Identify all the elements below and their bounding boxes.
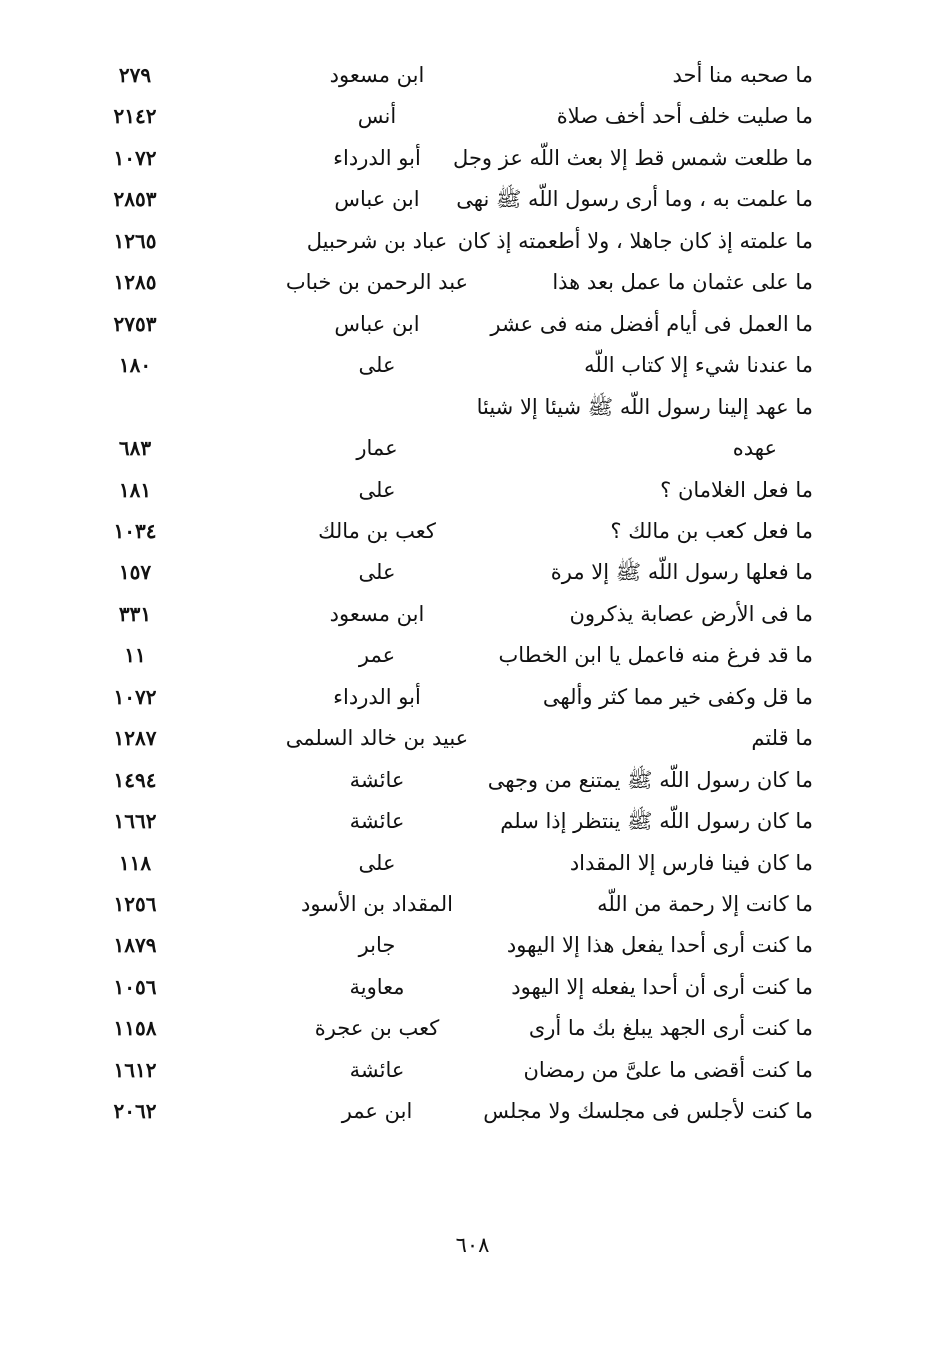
row-narrator: جابر [358,933,396,958]
row-hadith-text: ما صليت خلف أحد أخف صلاة [556,104,813,129]
row-narrator [279,386,475,428]
row-narrator: عمار [356,436,398,461]
row-narrator: ابن عباس [334,311,420,336]
row-hadith-text: ما كان رسول اللّه ﷺ يمتنع من وجهى [487,767,813,792]
index-row [0,1007,945,1049]
row-narrator: على [358,850,396,875]
row-narrator: أبو الدرداء [333,145,421,170]
row-hadith-number: ٢٧٥٣ [113,311,157,336]
row-hadith-text: ما العمل فى أيام أفضل منه فى عشر [490,311,813,336]
index-row [0,427,945,469]
index-row [0,634,945,676]
row-hadith-number: ٣٣١ [118,601,152,626]
row-hadith-number: ١٠٧٢ [113,684,157,709]
row-narrator: كعب بن عجرة [314,1016,440,1041]
index-row [0,95,945,137]
row-hadith-text: ما كنت أرى أحدا يفعل هذا إلا اليهود [506,933,813,958]
index-row [0,54,945,96]
row-hadith-number: ١٢٨٥ [113,270,157,295]
row-hadith-text: ما فى الأرض عصابة يذكرون [569,601,813,626]
row-hadith-number: ٢٧٩ [118,63,152,87]
row-hadith-text: ما فعل الغلامان ؟ [660,477,813,502]
index-row [0,717,945,759]
index-row [0,386,945,428]
row-hadith-text: ما صحبه منا أحد [672,63,813,87]
row-hadith-number: ١٥٧ [118,560,152,585]
row-hadith-text: ما عندنا شيء إلا كتاب اللّه [584,353,813,378]
row-hadith-text: ما كان فينا فارس إلا المقداد [569,850,813,875]
index-row [0,551,945,593]
row-narrator: عمر [358,643,396,668]
row-hadith-number: ١٨١ [118,477,152,502]
row-hadith-number: ١٠٥٦ [113,974,157,999]
row-narrator: على [358,477,396,502]
row-narrator: عباد بن شرحبيل [306,228,448,253]
index-row [0,137,945,179]
row-hadith-text: ما كانت إلا رحمة من اللّه [597,892,813,916]
index-row [0,178,945,220]
row-hadith-number: ١٤٩٤ [113,767,157,792]
row-hadith-number [88,386,182,428]
row-narrator: المقداد بن الأسود [301,892,453,916]
row-hadith-text: ما قد فرغ منه فاعمل يا ابن الخطاب [498,643,813,668]
page-number: ٦٠٨ [455,1233,490,1257]
row-hadith-text: ما فعلها رسول اللّه ﷺ إلا مرة [550,560,813,585]
row-hadith-number: ٦٨٣ [118,436,152,461]
row-narrator: ابن مسعود [329,601,425,626]
index-row [0,261,945,303]
row-hadith-number: ١٦٦٢ [113,809,157,834]
index-row [0,1090,945,1132]
index-row [0,220,945,262]
row-narrator: عبد الرحمن بن خباب [285,270,469,295]
row-hadith-text: ما كان رسول اللّه ﷺ ينتظر إذا سلم [500,809,813,834]
row-narrator: ابن عباس [334,187,420,212]
row-hadith-text: عهده [732,436,777,461]
row-hadith-text: ما قلتم [751,726,813,751]
row-hadith-number: ١٠٧٢ [113,145,157,170]
row-narrator: معاوية [349,974,405,999]
index-row [0,924,945,966]
row-narrator: أبو الدرداء [333,684,421,709]
row-narrator: على [358,560,396,585]
row-hadith-text: ما كنت أرى أن أحدا يفعله إلا اليهود [511,974,813,999]
index-row [0,800,945,842]
row-hadith-number: ٢٨٥٣ [113,187,157,212]
row-hadith-text: ما علمت به ، وما أرى رسول اللّه ﷺ نهى [456,187,813,212]
index-row [0,344,945,386]
row-hadith-number: ١٢٨٧ [113,726,157,751]
row-hadith-text: ما كنت أرى الجهد يبلغ بك ما أرى [528,1016,813,1041]
row-narrator: عائشة [349,767,405,792]
row-narrator: كعب بن مالك [318,518,436,543]
row-hadith-number: ١٢٥٦ [113,892,157,916]
index-row [0,676,945,718]
row-hadith-text: ما طلعت شمس قط إلا بعث اللّه عز وجل [453,145,813,170]
index-row [0,510,945,552]
row-hadith-text: ما على عثمان ما عمل بعد هذا [552,270,813,295]
row-narrator: عبيد بن خالد السلمى [285,726,469,751]
row-narrator: عائشة [349,1057,405,1082]
index-row [0,469,945,511]
row-hadith-text: ما علمته إذ كان جاهلا ، ولا أطعمته إذ كان [457,228,813,253]
row-hadith-number: ١١٨ [118,850,152,875]
row-hadith-number: ١٨٠ [118,353,152,378]
index-row [0,1049,945,1091]
row-hadith-text: ما عهد إلينا رسول اللّه ﷺ شيئا إلا شيئا [476,394,813,419]
row-hadith-number: ١٢٦٥ [113,228,157,253]
index-row [0,883,945,925]
row-hadith-number: ١٦١٢ [113,1057,157,1082]
row-narrator: عائشة [349,809,405,834]
row-hadith-text: ما كنت لأجلس فى مجلسك ولا مجلس [483,1099,813,1124]
index-row [0,842,945,884]
index-row [0,593,945,635]
row-hadith-number: ١٨٧٩ [113,933,157,958]
row-narrator: أنس [357,104,397,129]
row-hadith-text: ما قل وكفى خير مما كثر وألهى [542,684,813,709]
row-hadith-number: ٢٠٦٢ [113,1099,157,1124]
row-narrator: ابن مسعود [329,63,425,87]
index-row [0,966,945,1008]
row-hadith-number: ١٠٣٤ [113,518,157,543]
row-hadith-number: ١١٥٨ [113,1016,157,1041]
row-hadith-number: ٢١٤٢ [113,104,157,129]
row-hadith-text: ما كنت أقضى ما علىَّ من رمضان [523,1057,813,1082]
index-row [0,303,945,345]
row-narrator: على [358,353,396,378]
row-narrator: ابن عمر [341,1099,413,1124]
row-hadith-text: ما فعل كعب بن مالك ؟ [610,518,813,543]
row-hadith-number: ١١ [124,643,146,668]
index-row [0,759,945,801]
